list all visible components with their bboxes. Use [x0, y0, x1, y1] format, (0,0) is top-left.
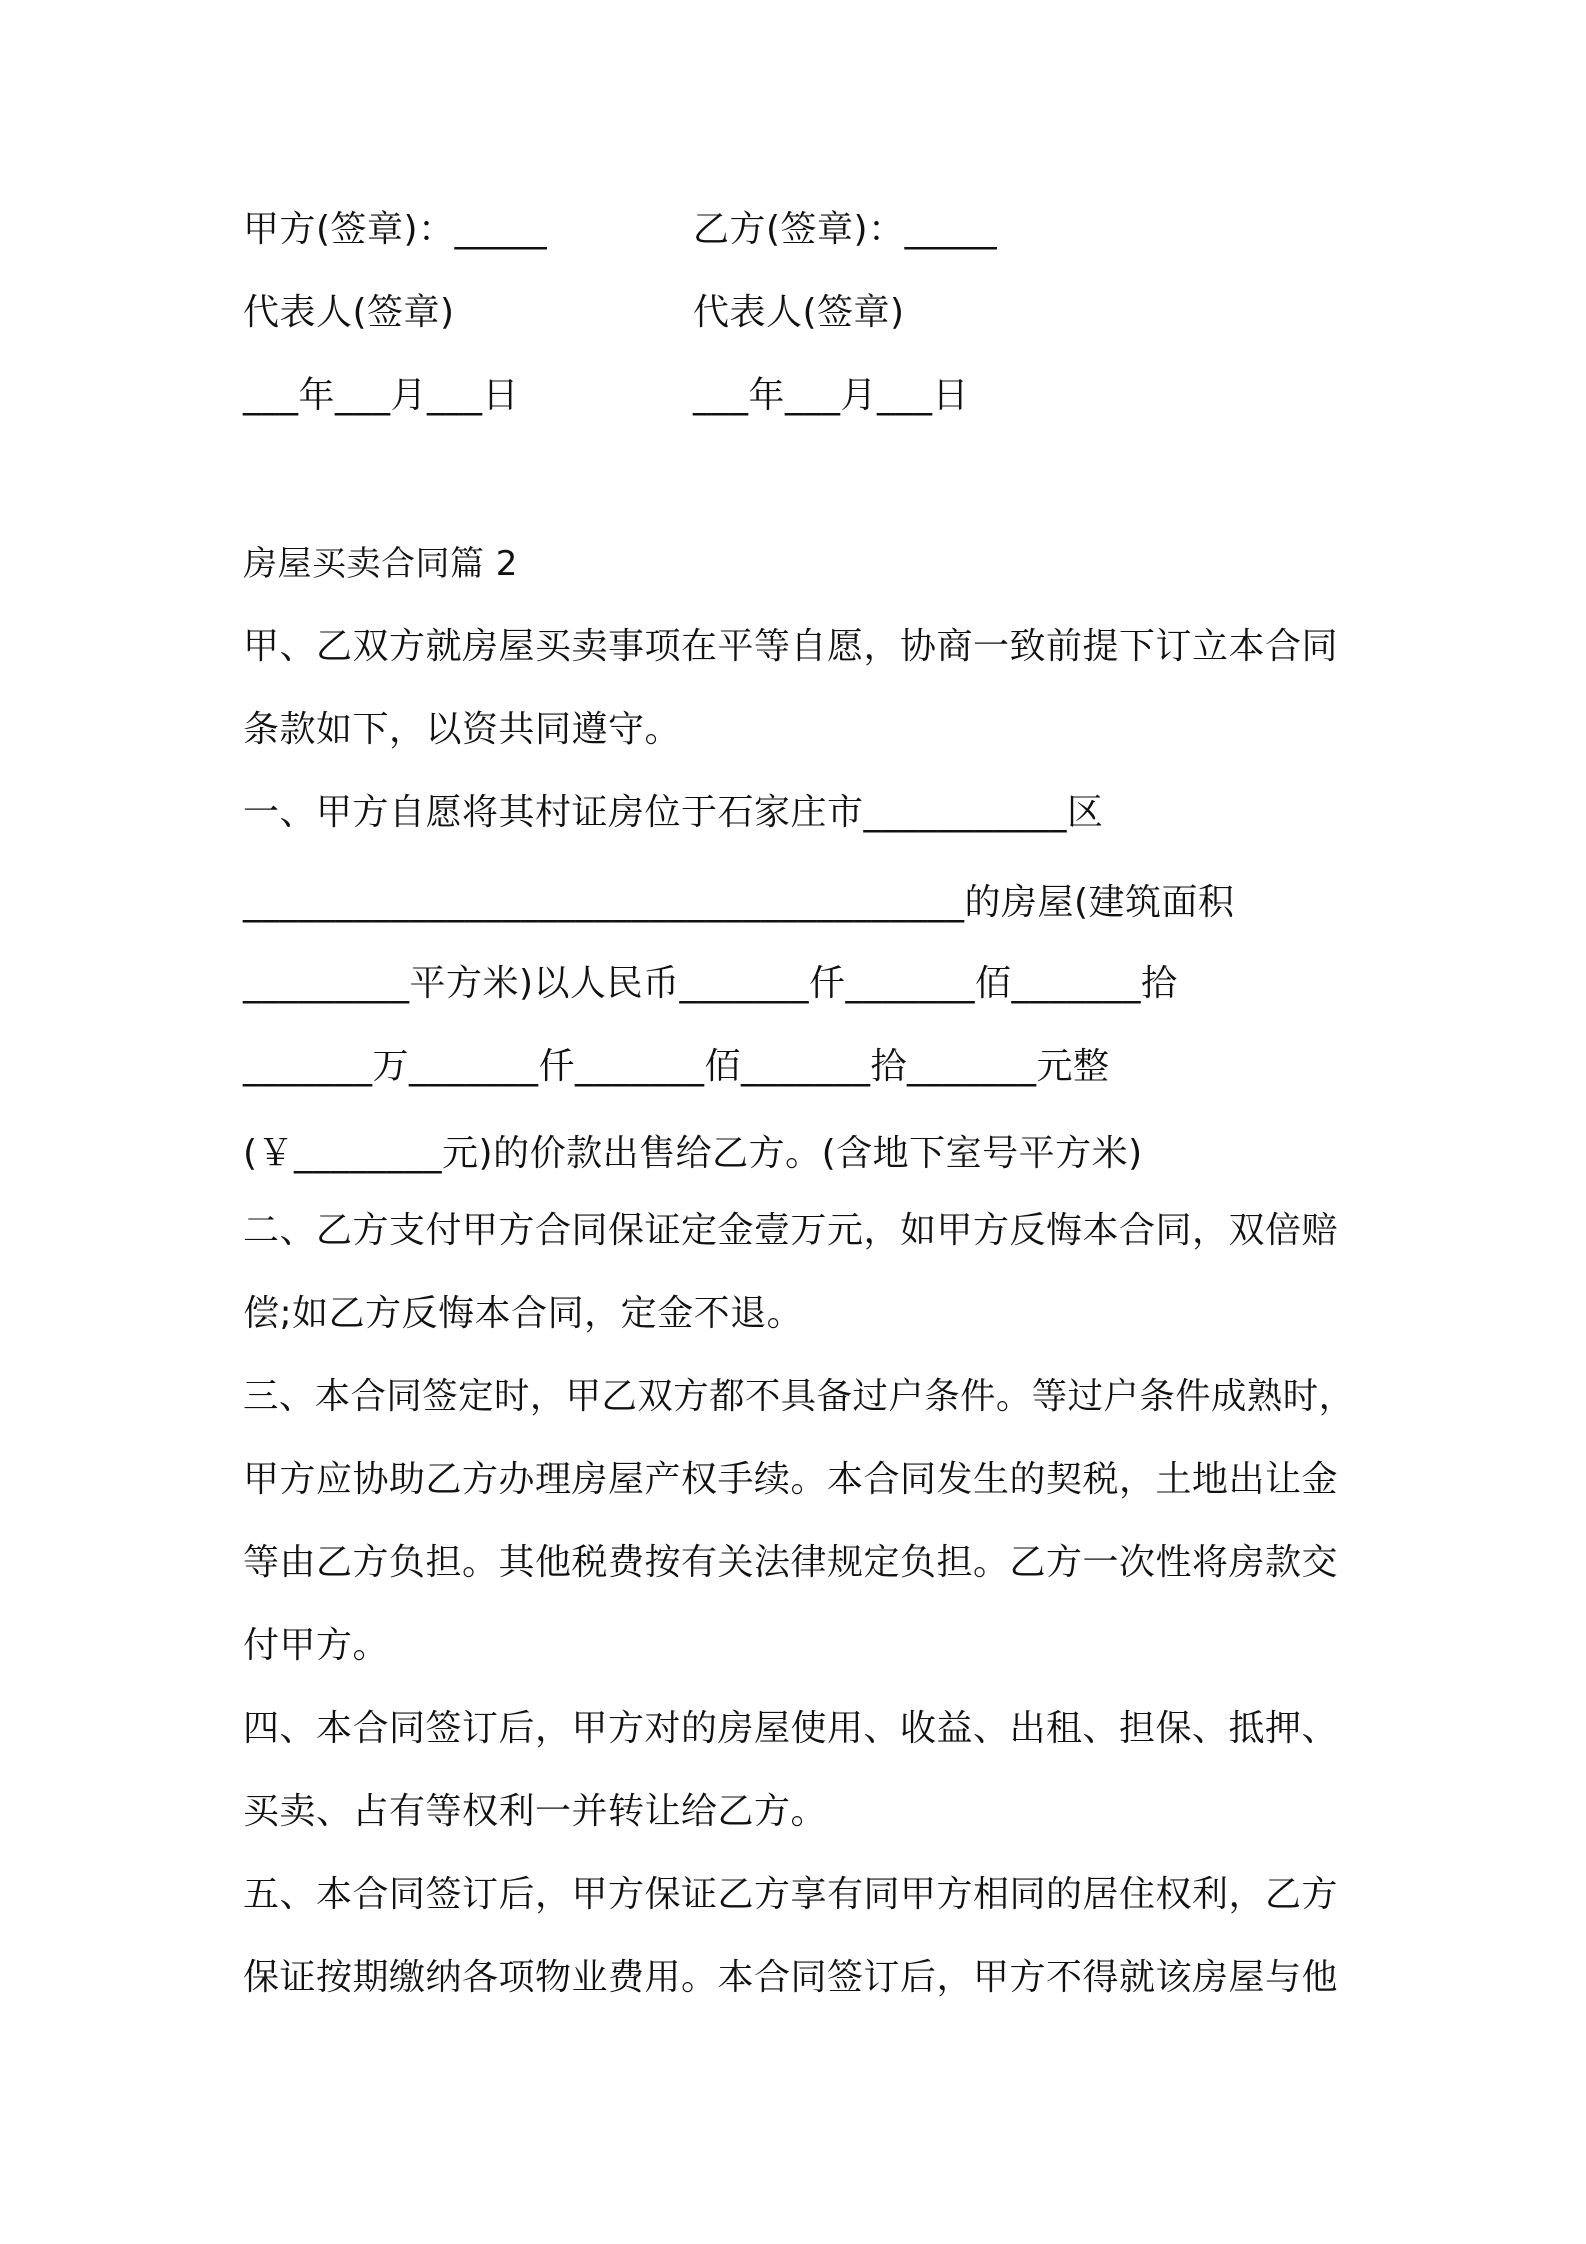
body-line: 条款如下，以资共同遵守。	[243, 709, 682, 750]
body-line: 买卖、占有等权利一并转让给乙方。	[243, 1791, 828, 1832]
body-line: 等由乙方负担。其他税费按有关法律规定负担。乙方一次性将房款交	[243, 1542, 1339, 1583]
party-b-representative-line: 代表人(签章)	[693, 292, 905, 333]
body-line: 保证按期缴纳各项物业费用。本合同签订后，甲方不得就该房屋与他	[243, 1957, 1339, 1998]
body-line: 一、甲方自愿将其村证房位于石家庄市___________区	[243, 792, 1104, 833]
body-line: 甲方应协助乙方办理房屋产权手续。本合同发生的契税，土地出让金	[243, 1459, 1339, 1500]
party-a-representative-line: 代表人(签章)	[243, 292, 455, 333]
body-line: 三、本合同签定时，甲乙双方都不具备过户条件。等过户条件成熟时，	[243, 1376, 1355, 1417]
body-line: (￥________元)的价款出售给乙方。(含地下室号平方米)	[243, 1133, 1143, 1174]
body-line: 甲、乙双方就房屋买卖事项在平等自愿，协商一致前提下订立本合同	[243, 626, 1339, 667]
party-b-signature-line: 乙方(签章)：_____	[693, 209, 998, 250]
body-line: 四、本合同签订后，甲方对的房屋使用、收益、出租、担保、抵押、	[243, 1708, 1339, 1749]
body-line: 五、本合同签订后，甲方保证乙方享有同甲方相同的居住权利，乙方	[243, 1874, 1339, 1915]
party-a-date-line: ___年___月___日	[243, 375, 520, 416]
party-a-signature-line: 甲方(签章)：_____	[243, 209, 548, 250]
body-line: _________平方米)以人民币_______仟_______佰_______拾	[243, 963, 1178, 1004]
party-b-date-line: ___年___月___日	[693, 375, 970, 416]
body-line: _______________________________________的房屋(建筑面积	[243, 882, 1235, 923]
body-line: 付甲方。	[243, 1625, 390, 1666]
section-title: 房屋买卖合同篇 2	[243, 544, 518, 584]
body-line: _______万_______仟_______佰_______拾_______元整	[243, 1046, 1110, 1087]
body-line: 二、乙方支付甲方合同保证定金壹万元，如甲方反悔本合同，双倍赔	[243, 1210, 1339, 1251]
body-line: 偿;如乙方反悔本合同，定金不退。	[243, 1293, 804, 1334]
